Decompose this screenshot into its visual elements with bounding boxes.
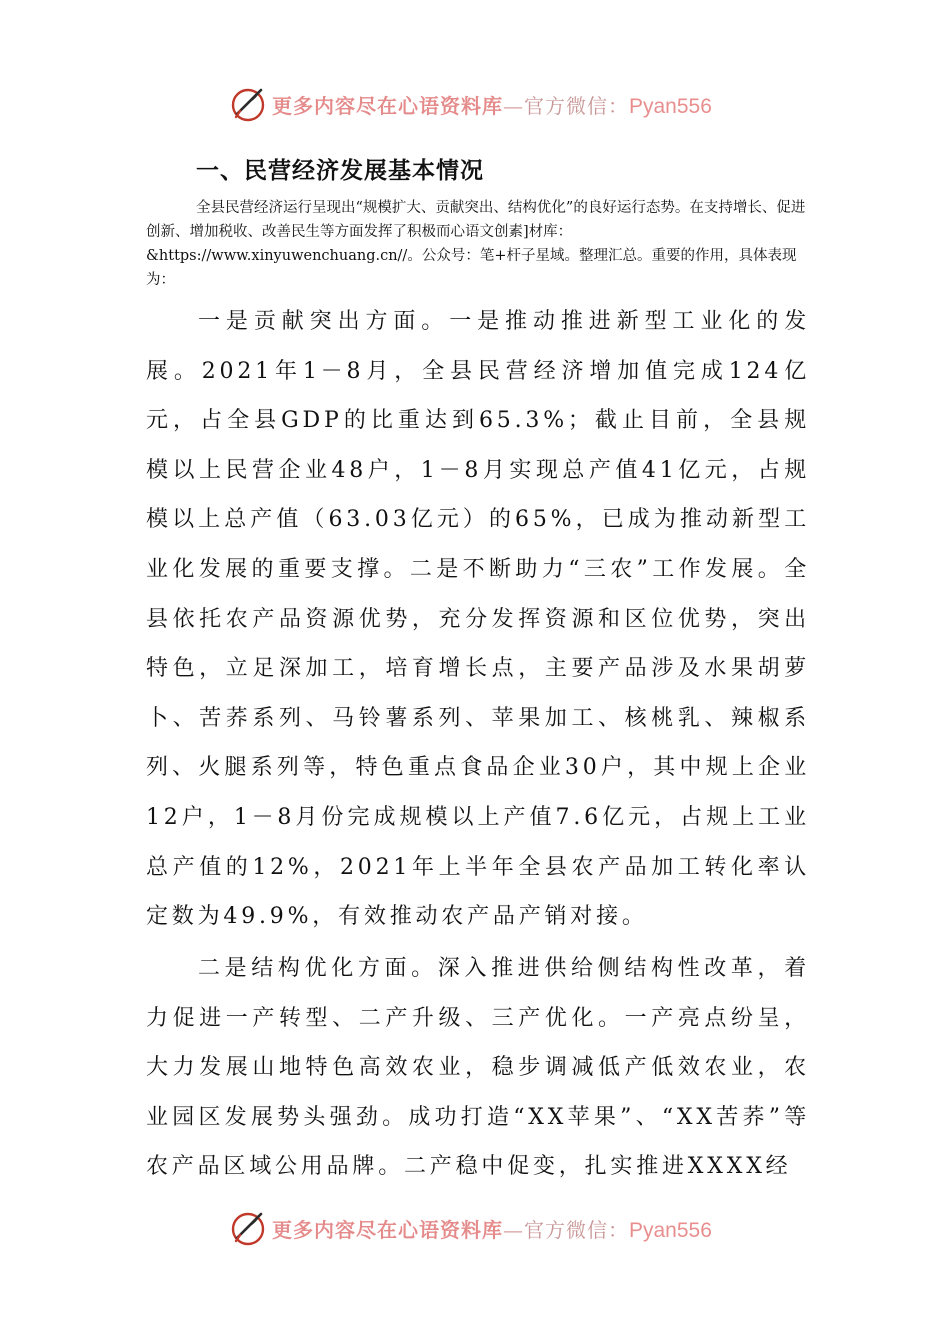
- body-paragraph-contribution: 一是贡献突出方面。一是推动推进新型工业化的发展。2021年1－8月，全县民营经济增加值完成124亿元，占全县GDP的比重达到65.3%；截止目前，全县规模以上民营企业48户，1－8月实现总产值41亿元，占规模以上总产值（63.03亿元）的65%，已成为推动新型工业化发展的重要支撑。二是不断助力“三农”工作发展。全县依托农产品资源优势，充分发挥资源和区位优势，突出特色，立足深加工，培育增长点，主要产品涉及水果胡萝卜、苦荞系列、马铃薯系列、苹果加工、核桃乳、辣椒系列、火腿系列等，特色重点食品企业30户，其中规上企业12户，1－8月份完成规模以上产值7.6亿元，占规上工业总产值的12%，2021年上半年全县农产品加工转化率认定数为49.9%，有效推动农产品产销对接。: [146, 309, 810, 930]
- section-heading: 一、民营经济发展基本情况: [196, 158, 484, 184]
- intro-paragraph: 全县民营经济运行呈现出“规模扩大、贡献突出、结构优化”的良好运行态势。在支持增长、促进创新、增加税收、改善民生等方面发挥了积极而心语文创素]材库：&https://www.xinyuwenchuang.cn//。公众号：笔+杆子星域。整理汇总。重要的作用，具体表现为：: [146, 200, 806, 288]
- watermark-dash: —: [503, 1217, 524, 1242]
- watermark-text: [272, 90, 712, 119]
- body-paragraph-structure: 二是结构优化方面。深入推进供给侧结构性改革，着力促进一产转型、二产升级、三产优化。一产亮点纷呈，大力发展山地特色高效农业，稳步调减低产低效农业，农业园区发展势头强劲。成功打造“XX苹果”、“XX苦荞”等农产品区域公用品牌。二产稳中促变，扎实推进XXXX经: [146, 956, 810, 1180]
- watermark-dash: —: [503, 93, 524, 118]
- watermark-account: Pyan556: [629, 1218, 712, 1242]
- quill-logo-icon: [228, 1208, 268, 1248]
- watermark-account: Pyan556: [629, 94, 712, 118]
- header-watermark: [228, 82, 712, 126]
- watermark-brand: 更多内容尽在心语资料库: [272, 1217, 503, 1242]
- quill-logo-icon: [228, 84, 268, 124]
- watermark-official-label: 官方微信：: [524, 93, 629, 118]
- watermark-text: [272, 1214, 712, 1243]
- watermark-brand: 更多内容尽在心语资料库: [272, 93, 503, 118]
- footer-watermark: [228, 1206, 712, 1250]
- watermark-official-label: 官方微信：: [524, 1217, 629, 1242]
